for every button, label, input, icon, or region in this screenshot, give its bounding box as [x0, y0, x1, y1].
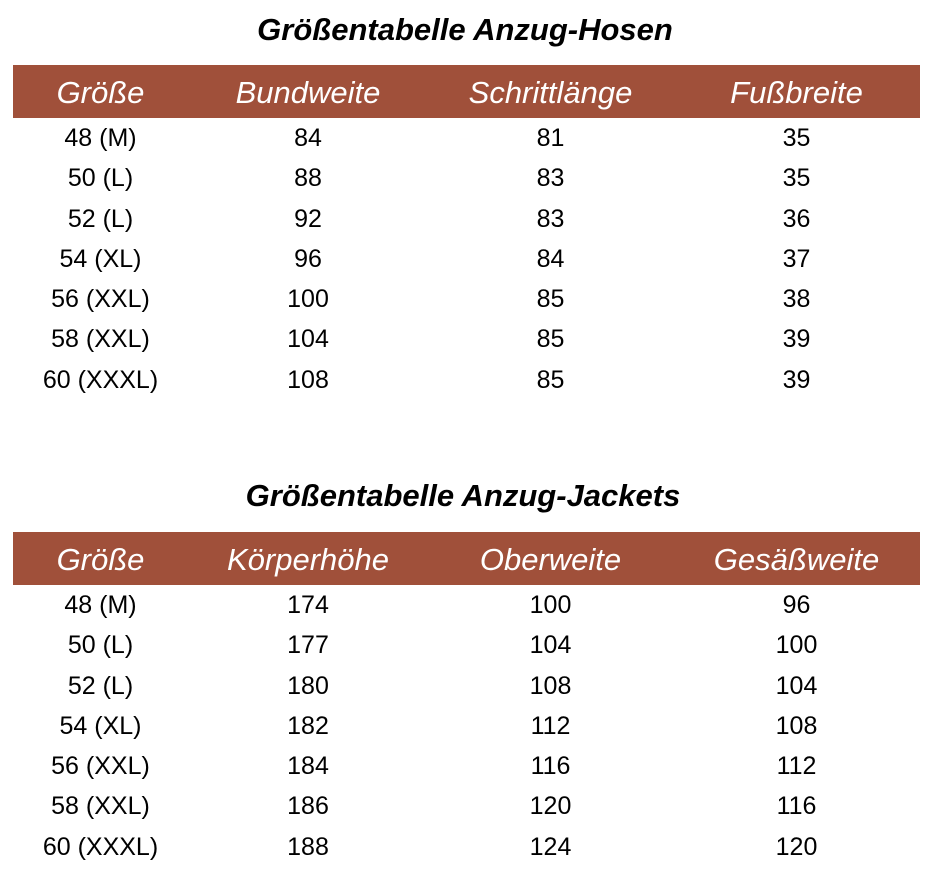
table-cell: 37	[782, 244, 811, 273]
column-header-body-height: Körperhöhe	[226, 542, 389, 577]
table-cell: 35	[782, 124, 811, 152]
table-cell: 83	[536, 204, 565, 233]
table-cell: 100	[529, 591, 572, 619]
table-cell: 120	[529, 792, 572, 821]
column-header-hip: Gesäßweite	[713, 542, 880, 577]
table-cell: 188	[287, 832, 329, 861]
table-row	[13, 118, 920, 158]
table-cell: 182	[287, 711, 329, 740]
table-cell: 52 (L)	[67, 204, 134, 233]
column-header-size: Größe	[56, 542, 145, 577]
table-row	[13, 625, 920, 665]
table-cell: 116	[530, 752, 571, 781]
table-cell: 36	[782, 204, 811, 233]
table-row	[13, 279, 920, 319]
table-cell: 39	[782, 365, 811, 394]
table-row	[13, 199, 920, 239]
table-cell: 56 (XXL)	[51, 285, 150, 314]
table-cell: 84	[294, 124, 322, 152]
column-header-size: Größe	[56, 75, 145, 110]
table-cell: 108	[529, 671, 572, 700]
table-cell: 96	[294, 244, 322, 273]
table-cell: 116	[776, 792, 817, 821]
table-cell: 54 (XL)	[59, 244, 142, 273]
table-cell: 180	[287, 671, 329, 700]
table-cell: 50 (L)	[67, 164, 134, 193]
column-header-inseam: Schrittlänge	[468, 75, 633, 110]
table-cell: 58 (XXL)	[51, 325, 150, 354]
table-cell: 60 (XXXL)	[42, 832, 159, 861]
table-cell: 186	[287, 792, 329, 821]
table-row	[13, 827, 920, 867]
table-cell: 48 (M)	[64, 124, 137, 152]
jackets-size-table	[13, 532, 920, 867]
table-header-row	[13, 65, 920, 118]
table-cell: 96	[782, 591, 811, 619]
table-body	[13, 118, 920, 400]
table-row	[13, 319, 920, 359]
table-header-row	[13, 532, 920, 585]
table-cell: 35	[782, 164, 811, 193]
table-cell: 100	[287, 285, 329, 314]
table-cell: 60 (XXXL)	[42, 365, 159, 394]
table-cell: 120	[775, 832, 818, 861]
column-header-waist: Bundweite	[235, 75, 381, 110]
table-cell: 174	[287, 591, 329, 619]
table-cell: 108	[287, 365, 329, 394]
table-body	[13, 585, 920, 867]
table-cell: 85	[536, 365, 565, 394]
trousers-size-table-title: Größentabelle Anzug-Hosen	[257, 12, 673, 47]
table-cell: 81	[536, 124, 565, 152]
table-cell: 100	[775, 631, 818, 660]
table-row	[13, 746, 920, 786]
table-cell: 58 (XXL)	[51, 792, 150, 821]
table-cell: 85	[536, 285, 565, 314]
table-cell: 54 (XL)	[59, 711, 142, 740]
table-cell: 104	[775, 671, 818, 700]
table-cell: 108	[775, 711, 818, 740]
table-row	[13, 239, 920, 279]
table-row	[13, 706, 920, 746]
table-cell: 83	[536, 164, 565, 193]
table-cell: 124	[529, 832, 572, 861]
trousers-size-table	[13, 65, 920, 400]
table-row	[13, 786, 920, 826]
table-cell: 56 (XXL)	[51, 752, 150, 781]
table-cell: 50 (L)	[67, 631, 134, 660]
column-header-hem-width: Fußbreite	[730, 75, 863, 110]
table-cell: 48 (M)	[64, 591, 137, 619]
table-cell: 85	[536, 325, 565, 354]
jackets-size-table-title: Größentabelle Anzug-Jackets	[245, 478, 681, 513]
table-cell: 92	[294, 204, 322, 233]
table-cell: 84	[536, 244, 565, 273]
table-row	[13, 360, 920, 400]
table-row	[13, 585, 920, 625]
table-cell: 112	[776, 752, 817, 781]
table-cell: 52 (L)	[67, 671, 134, 700]
column-header-chest: Oberweite	[479, 542, 622, 577]
table-row	[13, 666, 920, 706]
table-cell: 184	[287, 752, 329, 781]
table-cell: 38	[782, 285, 811, 314]
table-cell: 104	[287, 325, 329, 354]
table-cell: 39	[782, 325, 811, 354]
table-cell: 177	[287, 631, 329, 660]
table-row	[13, 158, 920, 198]
table-cell: 112	[530, 711, 571, 740]
table-cell: 88	[294, 164, 322, 193]
table-cell: 104	[529, 631, 572, 660]
